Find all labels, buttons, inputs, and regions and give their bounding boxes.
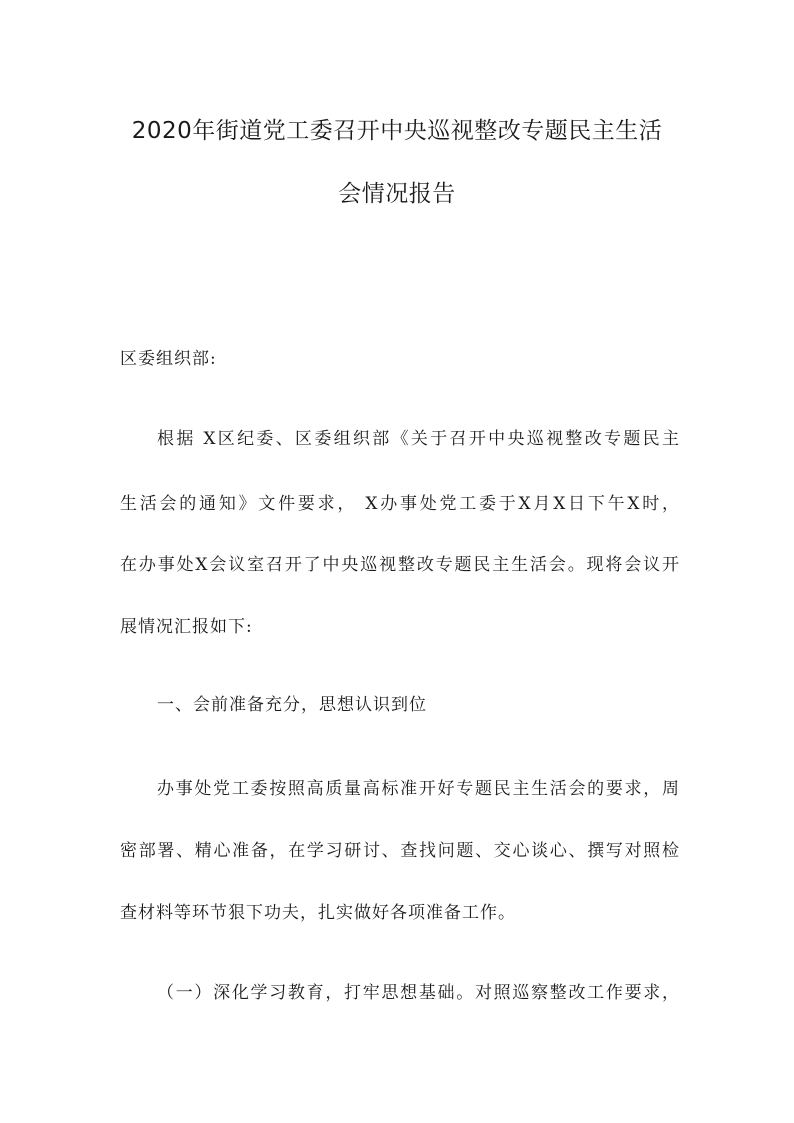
document-title-line-1: 2020年街道党工委召开中央巡视整改专题民主生活 <box>131 118 663 144</box>
paragraph-1-line-1: 根据 X区纪委、区委组织部《关于召开中央巡视整改专题民主 <box>157 429 680 449</box>
paragraph-1-line-2: 生活会的通知》文件要求， X办事处党工委于X月X日下午X时， <box>120 494 680 514</box>
paragraph-2-line-1: 办事处党工委按照高质量高标准开好专题民主生活会的要求，周 <box>157 779 680 799</box>
paragraph-1-line-3: 在办事处X会议室召开了中央巡视整改专题民主生活会。现将会议开 <box>120 555 680 575</box>
document-title-line-2: 会情况报告 <box>338 181 456 207</box>
section-heading-1: 一、会前准备充分，思想认识到位 <box>157 695 427 715</box>
salutation: 区委组织部: <box>120 349 217 369</box>
paragraph-2-line-3: 查材料等环节狠下功夫，扎实做好各项准备工作。 <box>120 903 516 923</box>
paragraph-2-line-2: 密部署、精心准备，在学习研讨、查找问题、交心谈心、撰写对照检 <box>120 841 680 861</box>
paragraph-1-line-4: 展情况汇报如下: <box>120 617 253 637</box>
paragraph-3-line-1: （一）深化学习教育，打牢思想基础。对照巡察整改工作要求， <box>157 983 680 1003</box>
